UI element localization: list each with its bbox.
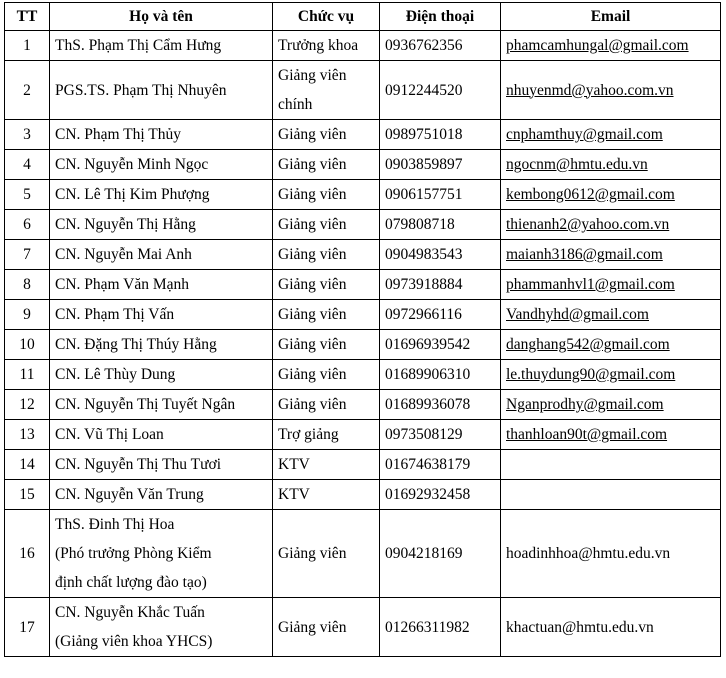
- staff-phone: 0973918884: [380, 270, 501, 300]
- staff-name-line: CN. Phạm Thị Thủy: [55, 126, 182, 143]
- staff-email-link[interactable]: le.thuydung90@gmail.com: [501, 360, 721, 390]
- table-row: [5, 31, 721, 61]
- staff-name-line: CN. Nguyễn Thị Thu Tươi: [55, 456, 222, 473]
- staff-email-link[interactable]: Nganprodhy@gmail.com: [501, 390, 721, 420]
- staff-role-line: Giảng viên: [278, 306, 347, 323]
- staff-email-link[interactable]: danghang542@gmail.com: [501, 330, 721, 360]
- staff-phone: 0904983543: [380, 240, 501, 270]
- row-number: 11: [5, 360, 50, 390]
- staff-email-link: [501, 480, 721, 510]
- header-tt: TT: [5, 3, 50, 31]
- staff-role-line: Giảng viên: [278, 67, 347, 84]
- staff-role-line: Giảng viên: [278, 396, 347, 413]
- table-row: [5, 330, 721, 360]
- staff-name-line: ThS. Phạm Thị Cẩm Hưng: [55, 37, 222, 54]
- header-role: Chức vụ: [273, 3, 380, 31]
- staff-phone: 01689906310: [380, 360, 501, 390]
- staff-role-line: KTV: [278, 486, 310, 503]
- row-number: 13: [5, 420, 50, 450]
- staff-email-link[interactable]: thanhloan90t@gmail.com: [501, 420, 721, 450]
- staff-name-cell: [50, 61, 273, 120]
- staff-phone: 01692932458: [380, 480, 501, 510]
- staff-name-line: CN. Nguyễn Văn Trung: [55, 486, 204, 503]
- staff-role-line: Giảng viên: [278, 276, 347, 293]
- staff-name-line: CN. Vũ Thị Loan: [55, 426, 164, 443]
- staff-name-line: CN. Nguyễn Khắc Tuấn: [55, 604, 205, 621]
- staff-role-cell: [273, 330, 380, 360]
- header-email: Email: [501, 3, 721, 31]
- staff-email-link[interactable]: phammanhvl1@gmail.com: [501, 270, 721, 300]
- staff-name-line: CN. Nguyễn Mai Anh: [55, 246, 192, 263]
- staff-phone: 01689936078: [380, 390, 501, 420]
- staff-role-line: Trưởng khoa: [278, 37, 359, 54]
- staff-name-line: CN. Nguyễn Thị Tuyết Ngân: [55, 396, 236, 413]
- staff-role-cell: [273, 450, 380, 480]
- staff-name-line: CN. Lê Thị Kim Phượng: [55, 186, 210, 203]
- staff-email-link[interactable]: phamcamhungal@gmail.com: [501, 31, 721, 61]
- staff-name-line: CN. Đặng Thị Thúy Hằng: [55, 336, 217, 353]
- table-row: [5, 450, 721, 480]
- table-row: [5, 420, 721, 450]
- table-row: [5, 360, 721, 390]
- staff-name-cell: [50, 330, 273, 360]
- staff-phone: 0989751018: [380, 120, 501, 150]
- staff-name-line: CN. Nguyễn Thị Hằng: [55, 216, 196, 233]
- staff-role-cell: [273, 120, 380, 150]
- table-row: [5, 480, 721, 510]
- staff-name-cell: [50, 420, 273, 450]
- staff-role-line: Giảng viên: [278, 246, 347, 263]
- staff-email-link: [501, 450, 721, 480]
- staff-role-cell: [273, 480, 380, 510]
- staff-role-cell: [273, 598, 380, 657]
- staff-email-link[interactable]: hoadinhhoa@hmtu.edu.vn: [501, 510, 721, 598]
- staff-role-cell: [273, 150, 380, 180]
- staff-role-cell: [273, 510, 380, 598]
- staff-role-cell: [273, 360, 380, 390]
- staff-role-cell: [273, 180, 380, 210]
- staff-role-line: Giảng viên: [278, 126, 347, 143]
- row-number: 16: [5, 510, 50, 598]
- staff-phone: 079808718: [380, 210, 501, 240]
- table-row: [5, 510, 721, 598]
- staff-role-cell: [273, 300, 380, 330]
- staff-name-line: định chất lượng đào tạo): [55, 574, 207, 591]
- staff-role-cell: [273, 420, 380, 450]
- staff-role-cell: [273, 61, 380, 120]
- staff-role-line: Giảng viên: [278, 336, 347, 353]
- staff-email-link[interactable]: maianh3186@gmail.com: [501, 240, 721, 270]
- staff-role-line: Giảng viên: [278, 366, 347, 383]
- staff-name-line: (Giảng viên khoa YHCS): [55, 633, 213, 650]
- staff-email-link[interactable]: khactuan@hmtu.edu.vn: [501, 598, 721, 657]
- row-number: 4: [5, 150, 50, 180]
- staff-name-cell: [50, 150, 273, 180]
- staff-phone: 0912244520: [380, 61, 501, 120]
- staff-role-cell: [273, 390, 380, 420]
- staff-email-link[interactable]: kembong0612@gmail.com: [501, 180, 721, 210]
- table-row: [5, 270, 721, 300]
- staff-email-link[interactable]: Vandhyhd@gmail.com: [501, 300, 721, 330]
- staff-phone: 01266311982: [380, 598, 501, 657]
- staff-phone: 0972966116: [380, 300, 501, 330]
- table-row: [5, 180, 721, 210]
- staff-phone: 0973508129: [380, 420, 501, 450]
- staff-role-line: Trợ giảng: [278, 426, 339, 443]
- row-number: 5: [5, 180, 50, 210]
- staff-email-link[interactable]: ngocnm@hmtu.edu.vn: [501, 150, 721, 180]
- table-row: [5, 240, 721, 270]
- staff-role-cell: [273, 270, 380, 300]
- staff-phone: 01696939542: [380, 330, 501, 360]
- row-number: 1: [5, 31, 50, 61]
- staff-name-cell: [50, 510, 273, 598]
- staff-role-line: Giảng viên: [278, 618, 347, 636]
- staff-name-line: CN. Phạm Văn Mạnh: [55, 276, 190, 293]
- staff-phone: 0903859897: [380, 150, 501, 180]
- table-row: [5, 120, 721, 150]
- staff-phone: 0936762356: [380, 31, 501, 61]
- staff-phone: 0904218169: [380, 510, 501, 598]
- table-body: [5, 31, 721, 657]
- staff-name-cell: [50, 210, 273, 240]
- row-number: 7: [5, 240, 50, 270]
- row-number: 15: [5, 480, 50, 510]
- staff-role-cell: [273, 240, 380, 270]
- staff-role-line: Giảng viên: [278, 156, 347, 173]
- staff-name-line: CN. Lê Thùy Dung: [55, 366, 176, 383]
- staff-name-line: CN. Phạm Thị Vấn: [55, 306, 175, 323]
- row-number: 6: [5, 210, 50, 240]
- staff-name-cell: [50, 120, 273, 150]
- table-row: [5, 390, 721, 420]
- staff-email-link[interactable]: nhuyenmd@yahoo.com.vn: [501, 61, 721, 120]
- staff-name-cell: [50, 240, 273, 270]
- staff-email-link[interactable]: thienanh2@yahoo.com.vn: [501, 210, 721, 240]
- table-row: [5, 61, 721, 120]
- row-number: 9: [5, 300, 50, 330]
- row-number: 3: [5, 120, 50, 150]
- staff-name-cell: [50, 450, 273, 480]
- staff-name-cell: [50, 180, 273, 210]
- staff-name-cell: [50, 360, 273, 390]
- staff-phone: 0906157751: [380, 180, 501, 210]
- staff-name-cell: [50, 270, 273, 300]
- staff-name-line: (Phó trưởng Phòng Kiểm: [55, 545, 212, 562]
- row-number: 10: [5, 330, 50, 360]
- header-row: [5, 3, 721, 31]
- row-number: 12: [5, 390, 50, 420]
- table-row: [5, 300, 721, 330]
- table-row: [5, 210, 721, 240]
- staff-name-line: ThS. Đinh Thị Hoa: [55, 516, 175, 533]
- staff-role-line: Giảng viên: [278, 545, 347, 562]
- staff-table: [4, 2, 721, 657]
- staff-name-line: PGS.TS. Phạm Thị Nhuyên: [55, 81, 227, 99]
- staff-name-cell: [50, 31, 273, 61]
- row-number: 17: [5, 598, 50, 657]
- staff-name-cell: [50, 598, 273, 657]
- staff-role-line: Giảng viên: [278, 216, 347, 233]
- row-number: 14: [5, 450, 50, 480]
- table-row: [5, 598, 721, 657]
- header-name: Họ và tên: [50, 3, 273, 31]
- staff-name-cell: [50, 390, 273, 420]
- row-number: 2: [5, 61, 50, 120]
- staff-role-cell: [273, 31, 380, 61]
- staff-role-line: KTV: [278, 456, 310, 473]
- row-number: 8: [5, 270, 50, 300]
- staff-email-link[interactable]: cnphamthuy@gmail.com: [501, 120, 721, 150]
- staff-role-line: Giảng viên: [278, 186, 347, 203]
- header-phone: Điện thoại: [380, 3, 501, 31]
- table-row: [5, 150, 721, 180]
- staff-role-cell: [273, 210, 380, 240]
- staff-phone: 01674638179: [380, 450, 501, 480]
- staff-name-cell: [50, 300, 273, 330]
- staff-role-line: chính: [278, 96, 313, 113]
- staff-name-line: CN. Nguyễn Minh Ngọc: [55, 156, 209, 173]
- staff-name-cell: [50, 480, 273, 510]
